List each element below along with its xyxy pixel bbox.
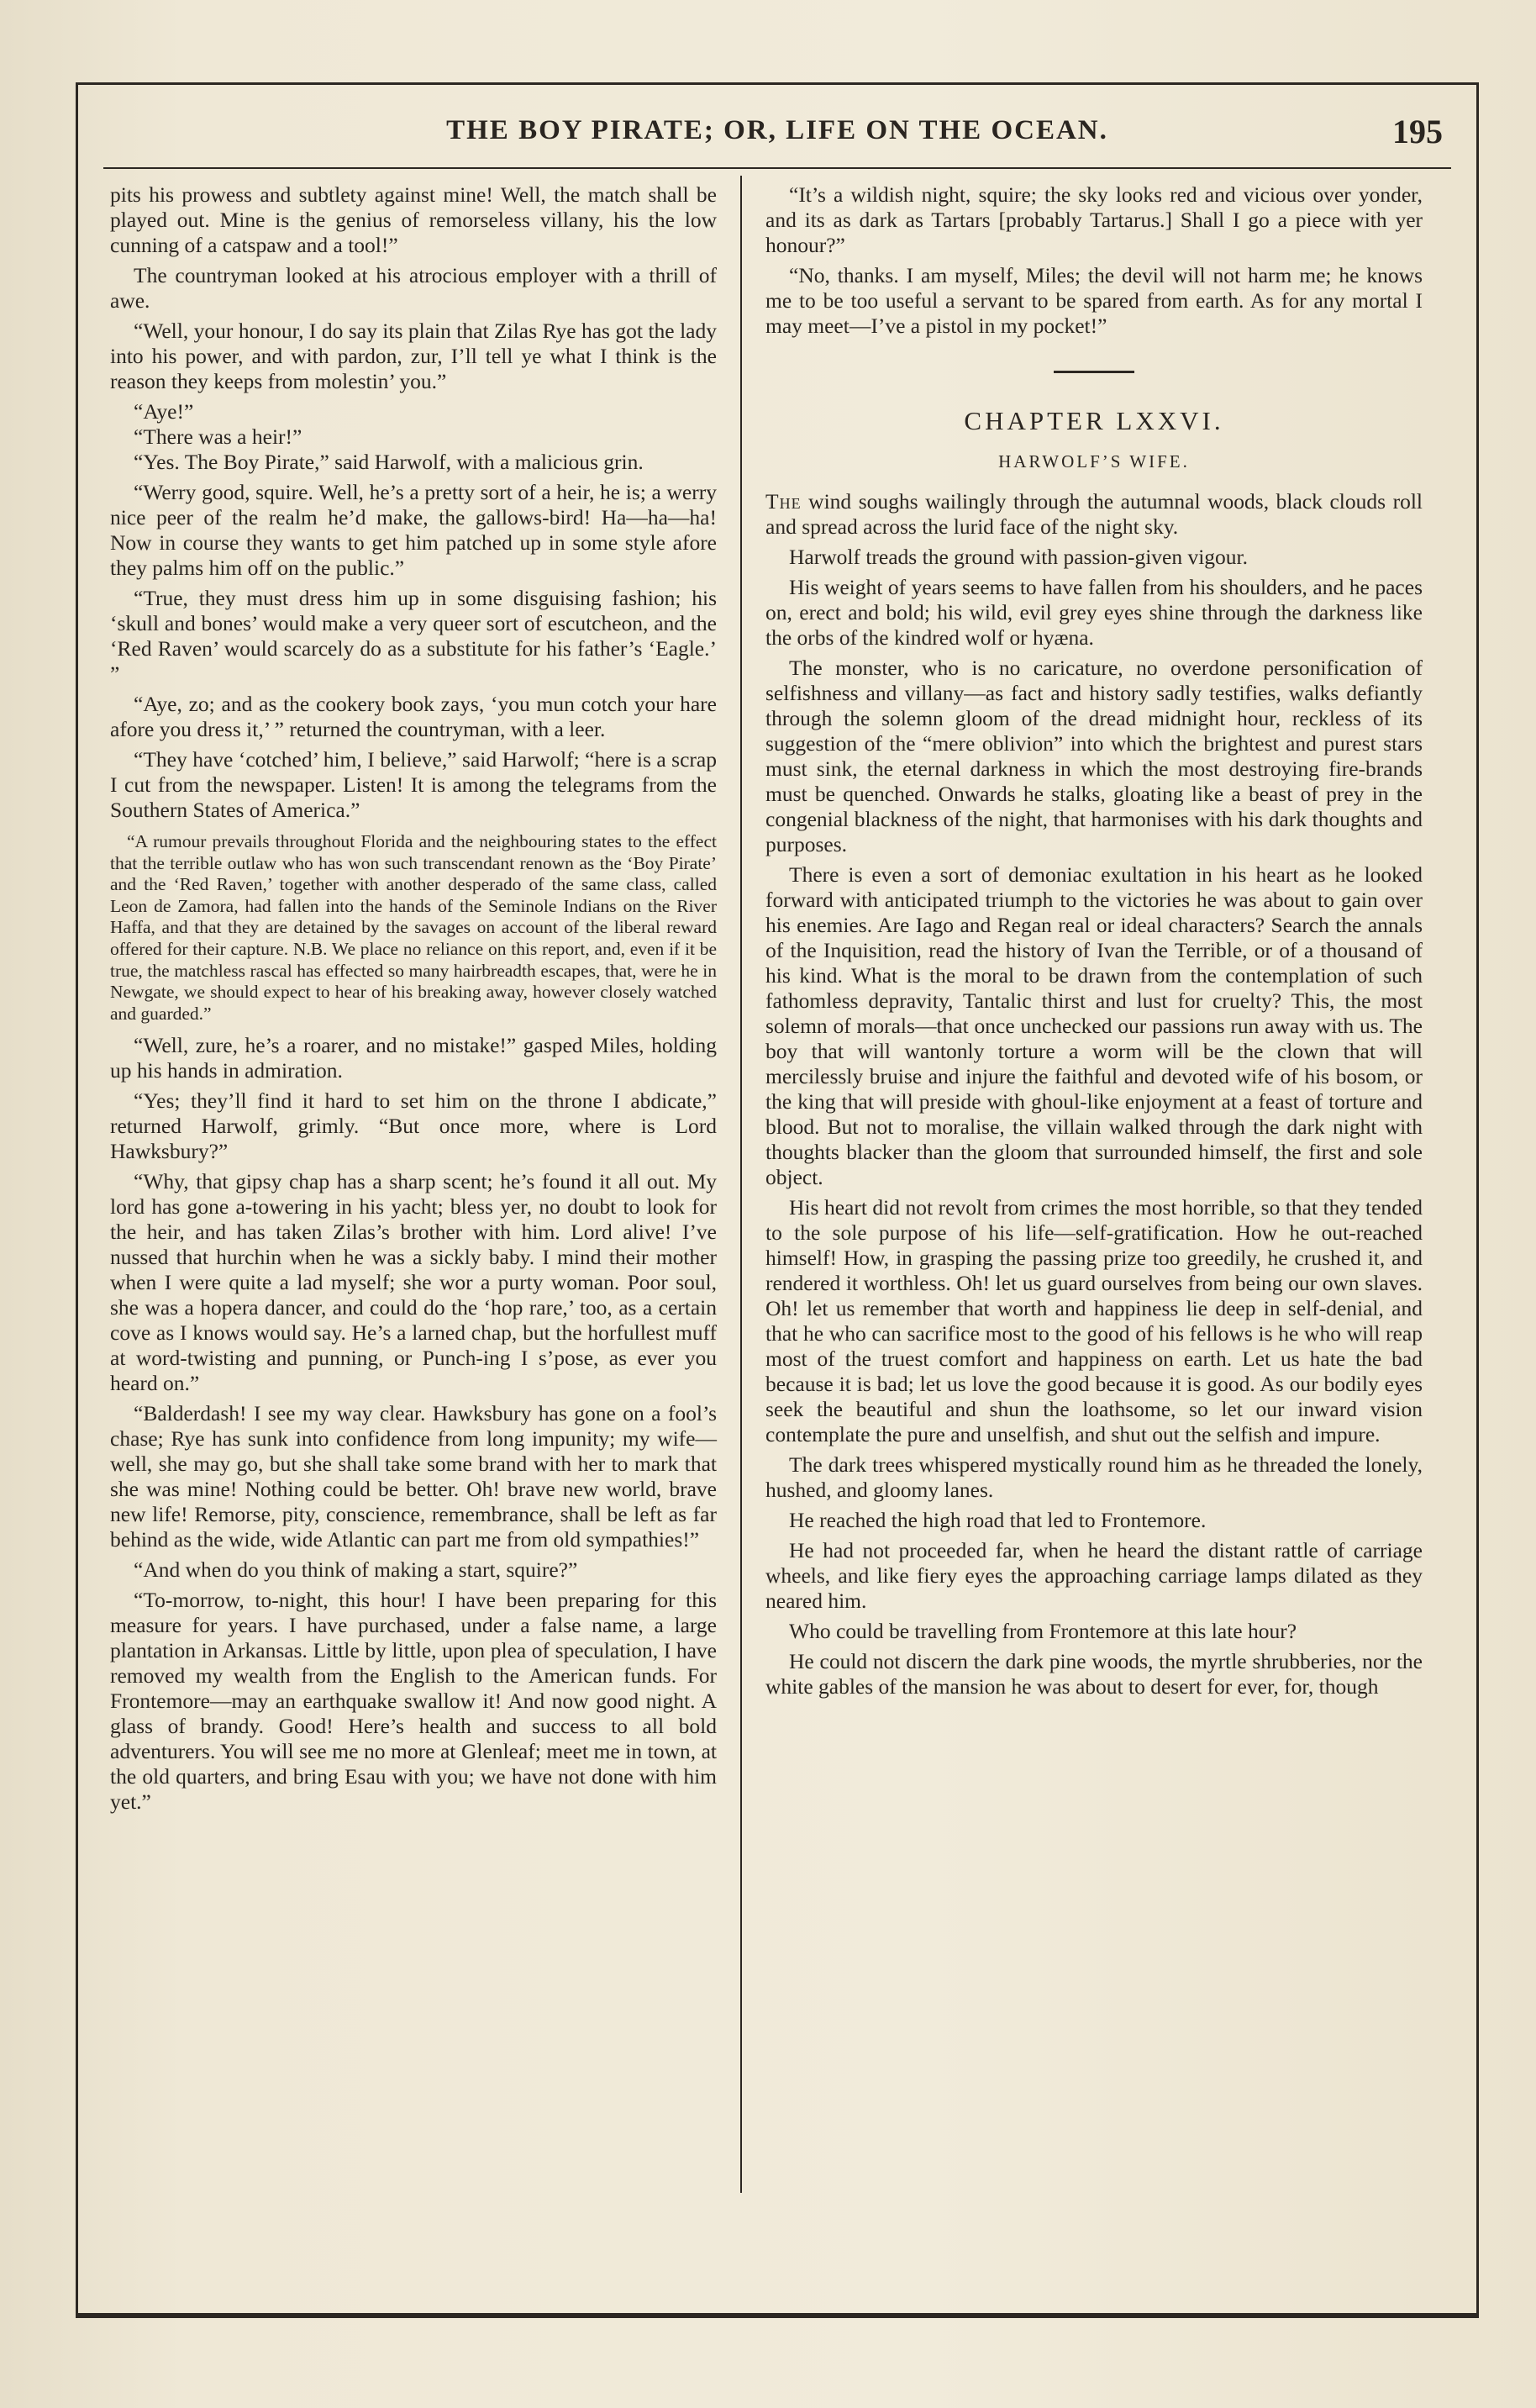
paragraph: “Why, that gipsy chap has a sharp scent; he’s found it all out. My lord has gone a-towering in his yacht; bless yer, no doubt to look for the heir, and has taken Zilas’s brother with him. Lord alive! I’ve nussed that hurchin when he was a sickly baby. I mind their mother when I were quite a lad myself; she wor a purty woman. Poor soul, she was a hopera dancer, and could do the ‘hop rare,’ too, as a certain cove as I knows would say. He’s a larned chap, but the horfullest muff at word-twisting and punning, or Punch-ing I s’pose, as ever you heard on.” xyxy=(110,1169,717,1396)
paragraph: “Aye!” xyxy=(134,399,194,424)
newspaper-quote: “A rumour prevails throughout Florida and the neighbouring states to the effect that the terrible outlaw who has won such transcendant renown as the ‘Boy Pirate’ and the ‘Red Raven,’ together with another desperado of the same class, called Leon de Zamora, had fallen into the hands of the Seminole Indians on the River Haffa, and that they are detained by the savages on account of the liberal reward offered for their capture. N.B. We place no reliance on this report, and, even if it be true, the matchless rascal has effected so many hairbreadth escapes, that, were he in Newgate, we should expect to hear of his breaking away, however closely watched and guarded.” xyxy=(110,831,717,1024)
paragraph: “Werry good, squire. Well, he’s a pretty sort of a heir, he is; a werry nice peer of the realm he’d make, the gallows-bird! Ha—ha—ha! Now in course they wants to get him patched up in some style afore they palms him off on the public.” xyxy=(110,480,717,580)
header-rule xyxy=(103,167,1451,169)
paragraph: “Aye, zo; and as the cookery book zays, ‘you mun cotch your hare afore you dress it,’ ” returned the countryman, with a leer. xyxy=(110,692,717,741)
paragraph: There is even a sort of demoniac exultation in his heart as he looked forward with anticipated triumph to the victories he was about to gain over his enemies. Are Iago and Regan real or ideal characters? Search the annals of the Inquisition, read the history of Ivan the Terrible, or of a thousand of his kind. What is the moral to be drawn from the contemplation of such fathomless depravity, Tantalic thirst and lust for cruelty? This, the most solemn of morals—that once unchecked our passions run away with us. The boy that will wantonly torture a worm will be the clown that will mercilessly bruise and injure the faithful and devoted wife of his bosom, or the king that will preside with ghoul-like enjoyment at a feast of torture and blood. But not to moralise, the villain walked through the dark night with thoughts blacker than the gloom that surrounded himself, the first and sole object. xyxy=(765,862,1423,1189)
paragraph: “To-morrow, to-night, this hour! I have been preparing for this measure for years. I have purchased, under a false name, a large plantation in Arkansas. Little by little, upon plea of speculation, I have removed my wealth from the English to the American funds. For Frontemore—may an earthquake swallow it! And now good night. A glass of brandy. Good! Here’s health and success to all bold adventurers. You will see me no more at Glenleaf; meet me in town, at the old quarters, and bring Esau with you; we have not done with him yet.” xyxy=(110,1588,717,1815)
page-frame xyxy=(76,82,1479,2318)
paragraph: “True, they must dress him up in some disguising fashion; his ‘skull and bones’ would make a very queer sort of escutcheon, and the ‘Red Raven’ would scarcely do as a substitute for his father’s ‘Eagle.’ ” xyxy=(110,586,717,686)
chapter-opening-paragraph xyxy=(765,489,1423,540)
paragraph: “It’s a wildish night, squire; the sky looks red and vicious over yonder, and its as dark as Tartars [probably Tartarus.] Shall I go a piece with yer honour?” xyxy=(765,182,1423,257)
right-column xyxy=(765,182,1423,1705)
page-header xyxy=(78,115,1476,157)
paragraph: The monster, who is no caricature, no overdone personification of selfishness and villany—as fact and history sadly testifies, walks defiantly through the solemn gloom of the dread midnight hour, reckless of its suggestion of the “mere oblivion” into which the brightest and purest stars must sink, the eternal darkness in which the most destroying fire-brands must be quenched. Onwards he stalks, gloating like a beast of prey in the congenial blackness of the night, that harmonises with his dark thoughts and purposes. xyxy=(765,656,1423,856)
paragraph: Harwolf treads the ground with passion-given vigour. xyxy=(789,545,1249,569)
paragraph: “And when do you think of making a start, squire?” xyxy=(134,1557,578,1583)
chapter-subtitle: HARWOLF’S WIFE. xyxy=(998,451,1190,472)
paragraph: He had not proceeded far, when he heard the distant rattle of carriage wheels, and like fiery eyes the approaching carriage lamps dilated as they neared him. xyxy=(765,1538,1423,1613)
page-number: 195 xyxy=(1392,113,1443,150)
paragraph: “Yes; they’ll find it hard to set him on the throne I abdicate,” returned Harwolf, grimly. “But once more, where is Lord Hawksbury?” xyxy=(110,1088,717,1164)
paragraph: “Balderdash! I see my way clear. Hawksbury has gone on a fool’s chase; Rye has sunk into confidence from long impunity; my wife—well, she may go, but she shall take some brand with her to mark that she was mine! Nothing could be better. Oh! brave new world, brave new life! Remorse, pity, conscience, remembrance, shall be left as far behind as the wide, wide Atlantic can part me from old sympathies!” xyxy=(110,1401,717,1552)
paragraph: He could not discern the dark pine woods, the myrtle shrubberies, nor the white gables of the mansion he was about to desert for ever, for, though xyxy=(765,1649,1423,1699)
opening-text: wind soughs wailingly through the autumnal woods, black clouds roll and spread across the lurid face of the night sky. xyxy=(765,489,1423,539)
paragraph: “There was a heir!” xyxy=(134,424,302,449)
paragraph: His heart did not revolt from crimes the most horrible, so that they tended to the sole purpose of his life—self-gratification. How he out-reached himself! How, in grasping the passing prize too greedily, he crushed it, and rendered it worthless. Oh! let us guard ourselves from being our own slaves. Oh! let us remember that worth and happiness lie deep in self-denial, and that he who can sacrifice most to the good of his fellows is he who will reap most of the truest comfort and happiness on earth. Let us hate the bad because it is bad; let us love the good because it is good. As our bodily eyes seek the beautiful and shun the loathsome, so let our inward vision contemplate the pure and unselfish, and shut out the selfish and impure. xyxy=(765,1195,1423,1446)
opening-word: The xyxy=(765,489,802,514)
paragraph: pits his prowess and subtlety against mine! Well, the match shall be played out. Mine is the genius of remorseless villany, his the low cunning of a catspaw and a tool!” xyxy=(110,182,717,257)
paragraph: “Well, your honour, I do say its plain that Zilas Rye has got the lady into his power, and with pardon, zur, I’ll tell ye what I think is the reason they keeps from molestin’ you.” xyxy=(110,319,717,393)
chapter-title: CHAPTER LXXVI. xyxy=(964,406,1224,435)
paragraph: His weight of years seems to have fallen from his shoulders, and he paces on, erect and bold; his wild, evil grey eyes shine through the darkness like the orbs of the kindred wolf or hyæna. xyxy=(765,575,1423,650)
paragraph: “No, thanks. I am myself, Miles; the devil will not harm me; he knows me to be too useful a servant to be spared from earth. As for any mortal I may meet—I’ve a pistol in my pocket!” xyxy=(765,263,1423,338)
paragraph: He reached the high road that led to Frontemore. xyxy=(789,1508,1207,1532)
chapter-separator xyxy=(1054,371,1134,373)
paragraph: Who could be travelling from Frontemore at this late hour? xyxy=(789,1619,1297,1643)
paragraph: “Yes. The Boy Pirate,” said Harwolf, with a malicious grin. xyxy=(134,450,644,474)
column-divider xyxy=(740,176,742,2193)
paragraph: The dark trees whispered mystically round him as he threaded the lonely, hushed, and gloomy lanes. xyxy=(765,1452,1423,1502)
left-column xyxy=(110,182,717,1820)
bottom-rule xyxy=(78,2313,1476,2316)
paragraph: “They have ‘cotched’ him, I believe,” said Harwolf; “here is a scrap I cut from the newspaper. Listen! It is among the telegrams from the Southern States of America.” xyxy=(110,747,717,822)
paragraph: “Well, zure, he’s a roarer, and no mistake!” gasped Miles, holding up his hands in admiration. xyxy=(110,1033,717,1083)
running-head: THE BOY PIRATE; OR, LIFE ON THE OCEAN. xyxy=(446,115,1108,145)
paragraph: The countryman looked at his atrocious employer with a thrill of awe. xyxy=(110,263,717,313)
